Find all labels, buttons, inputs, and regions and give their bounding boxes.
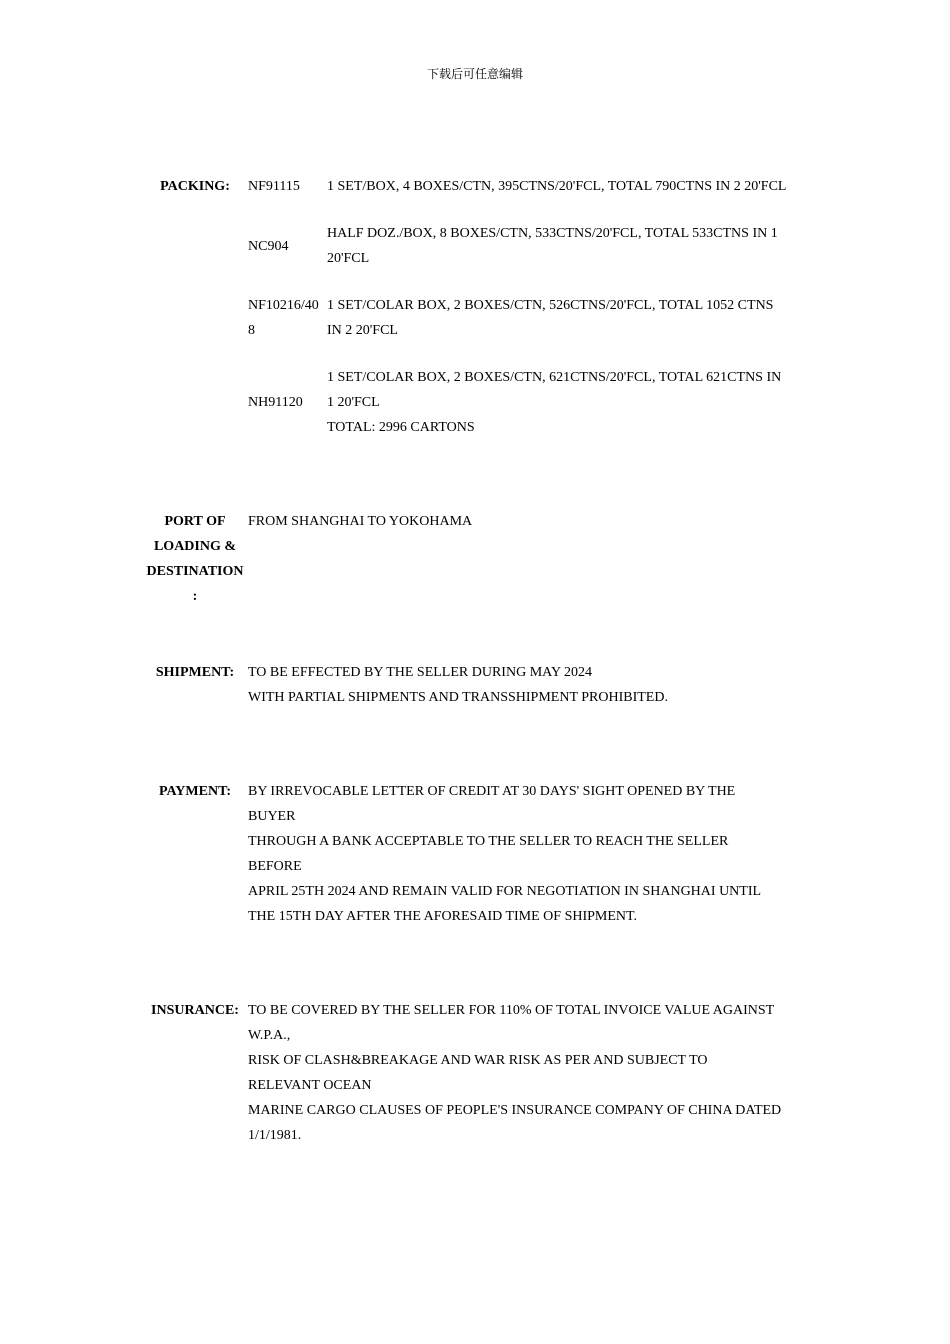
packing-desc-line: 20'FCL — [327, 251, 370, 266]
insurance-line: RELEVANT OCEAN — [248, 1078, 372, 1093]
packing-item-code: NF10216/408 — [248, 298, 319, 338]
shipment-text — [248, 660, 808, 710]
packing-desc-line: 1 SET/COLAR BOX, 2 BOXES/CTN, 526CTNS/20'FCL, TOTAL 1052 CTNS — [327, 298, 774, 313]
payment-label: PAYMENT: — [158, 784, 232, 799]
packing-item-description — [327, 365, 805, 440]
port-label-line: : — [192, 589, 198, 604]
header-note: 下载后可任意编辑 — [426, 67, 523, 81]
packing-desc-line: 1 SET/COLAR BOX, 2 BOXES/CTN, 621CTNS/20'FCL, TOTAL 621CTNS IN — [327, 370, 782, 385]
packing-desc-line: HALF DOZ./BOX, 8 BOXES/CTN, 533CTNS/20'FCL, TOTAL 533CTNS IN 1 — [327, 226, 778, 241]
payment-text — [248, 779, 808, 929]
packing-item-code: NC904 — [248, 239, 289, 254]
packing-desc-line: IN 2 20'FCL — [327, 323, 398, 338]
shipment-line: TO BE EFFECTED BY THE SELLER DURING MAY 2024 — [248, 665, 593, 680]
payment-line: BY IRREVOCABLE LETTER OF CREDIT AT 30 DAYS' SIGHT OPENED BY THE — [248, 784, 736, 799]
shipment-label: SHIPMENT: — [155, 665, 235, 680]
packing-item-code: NF91115 — [248, 179, 300, 194]
packing-desc-line: 1 SET/BOX, 4 BOXES/CTN, 395CTNS/20'FCL, TOTAL 790CTNS IN 2 20'FCL — [327, 179, 787, 194]
packing-total: TOTAL: 2996 CARTONS — [327, 420, 475, 435]
packing-label: PACKING: — [160, 179, 230, 194]
payment-line: BEFORE — [248, 859, 302, 874]
port-label-line: DESTINATION — [146, 564, 244, 579]
packing-item-description — [327, 293, 805, 343]
packing-desc-line: 1 20'FCL — [327, 395, 380, 410]
packing-item-description — [327, 174, 805, 199]
port-text: FROM SHANGHAI TO YOKOHAMA — [248, 514, 473, 529]
insurance-line: RISK OF CLASH&BREAKAGE AND WAR RISK AS PER AND SUBJECT TO — [248, 1053, 708, 1068]
insurance-line: MARINE CARGO CLAUSES OF PEOPLE'S INSURANCE COMPANY OF CHINA DATED — [248, 1103, 782, 1118]
shipment-line: WITH PARTIAL SHIPMENTS AND TRANSSHIPMENT PROHIBITED. — [248, 690, 668, 705]
port-label-line: PORT OF — [164, 514, 226, 529]
packing-item-description — [327, 221, 805, 271]
port-label-line: LOADING & — [153, 539, 237, 554]
insurance-line: W.P.A., — [248, 1028, 291, 1043]
payment-line: BUYER — [248, 809, 296, 824]
payment-line: APRIL 25TH 2024 AND REMAIN VALID FOR NEGOTIATION IN SHANGHAI UNTIL — [248, 884, 762, 899]
port-label — [144, 509, 246, 609]
insurance-line: TO BE COVERED BY THE SELLER FOR 110% OF TOTAL INVOICE VALUE AGAINST — [248, 1003, 775, 1018]
payment-line: THE 15TH DAY AFTER THE AFORESAID TIME OF SHIPMENT. — [248, 909, 638, 924]
insurance-label: INSURANCE: — [151, 1003, 239, 1018]
packing-item-code: NH91120 — [248, 395, 303, 410]
insurance-line: 1/1/1981. — [248, 1128, 302, 1143]
insurance-text — [248, 998, 808, 1148]
payment-line: THROUGH A BANK ACCEPTABLE TO THE SELLER TO REACH THE SELLER — [248, 834, 729, 849]
